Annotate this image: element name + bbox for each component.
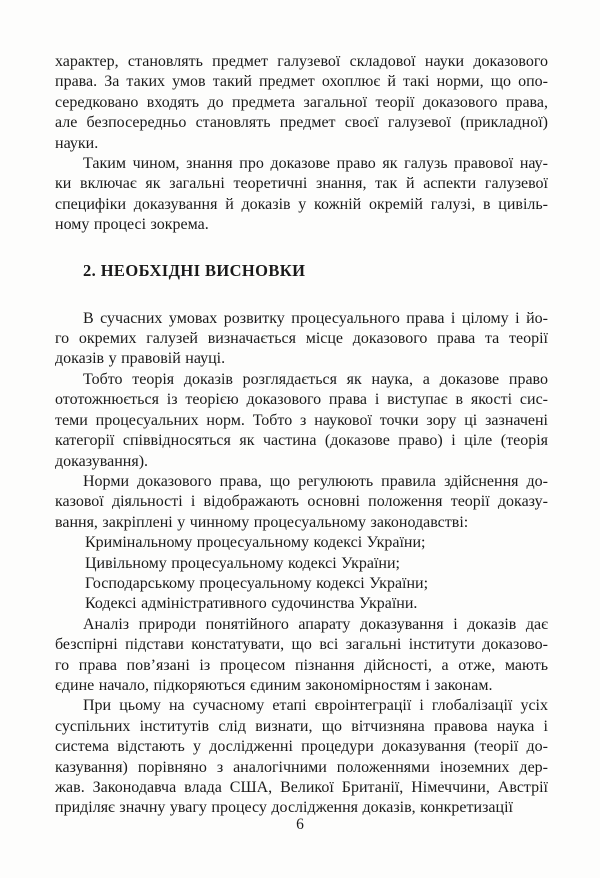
text-line: Таким чином, знання про доказове право як галузь правової нау-	[83, 155, 548, 173]
text-line: єдине начало, підкоряються єдиним закономірностям і законам.	[55, 676, 493, 694]
text-line: При цьому на сучасному етапі євроінтеграції і глобалізації усіх	[83, 697, 548, 715]
text-line: безспірні підстави констатувати, що всі загальні інститути доказово-	[55, 636, 548, 654]
text-line: Норми доказового права, що регулюють правила здійснення до-	[83, 472, 548, 490]
list-item: Цивільному процесуальному кодексі України;	[85, 554, 400, 572]
section-heading: 2. НЕОБХІДНІ ВИСНОВКИ	[83, 260, 306, 280]
text-line: приділяє значну увагу процесу дослідження доказів, конкретизації	[55, 799, 513, 817]
text-line: суспільних інститутів слід визнати, що вітчизняна правова наука і	[55, 717, 548, 735]
text-line: В сучасних умовах розвитку процесуального права і цілому і йо-	[83, 309, 548, 327]
text-line: ному процесі зокрема.	[55, 216, 209, 234]
text-line: казової діяльності і відображають основні положення теорії доказу-	[55, 493, 548, 511]
text-line: але безпосередньо становлять предмет своєї галузевої (прикладної)	[55, 114, 548, 132]
list-item: Кримінальному процесуальному кодексі України;	[85, 534, 426, 552]
paragraph	[55, 615, 548, 697]
paragraph	[55, 696, 548, 818]
text-line: система відстають у дослідженні процедури доказування (теорії до-	[55, 738, 548, 756]
paragraph	[55, 370, 548, 472]
list-item: Кодексі адміністративного судочинства України.	[85, 595, 418, 613]
text-line: доказування).	[55, 452, 149, 470]
text-line: вання, закріплені у чинному процесуальному законодавстві:	[55, 513, 469, 531]
text-line: теми процесуальних норм. Тобто з наукової точки зору ці зазначені	[55, 411, 548, 429]
paragraph	[55, 154, 548, 236]
text-line: характер, становлять предмет галузевої складової науки доказового	[55, 53, 548, 70]
text-line: Аналіз природи понятійного апарату доказування і доказів дає	[83, 615, 548, 633]
text-line: ототожнюється із теорією доказового права і виступає в якості сис-	[55, 391, 548, 409]
text-line: ки включає як загальні теоретичні знання, так й аспекти галузевої	[55, 175, 548, 193]
page-number: 6	[296, 816, 304, 833]
text-line: науки.	[55, 134, 99, 152]
list-item: Господарському процесуальному кодексі України;	[85, 574, 429, 592]
paragraph	[55, 472, 548, 533]
text-line: права. За таких умов такий предмет охоплює й такі норми, що опо-	[55, 73, 548, 91]
text-line: середковано входять до предмета загальної теорії доказового права,	[55, 93, 548, 111]
text-line: го окремих галузей визначається місце доказового права та теорії	[55, 330, 548, 348]
text-line: жав. Законодавча влада США, Великої Британії, Німеччини, Австрії	[55, 779, 548, 796]
text-line: специфіки доказування й доказів у кожній окремій галузі, в цивіль-	[55, 195, 548, 213]
text-line: категорії співвідносяться як частина (доказове право) і ціле (теорія	[55, 432, 548, 450]
paragraph	[55, 309, 548, 370]
text-line: го права пов’язані із процесом пізнання дійсності, а отже, мають	[55, 656, 548, 674]
text-line: доказів у правовій науці.	[55, 350, 226, 368]
text-line: казування) порівняно з аналогічними положеннями іноземних дер-	[55, 758, 548, 776]
page-content	[55, 52, 548, 819]
text-line: Тобто теорія доказів розглядається як наука, а доказове право	[83, 370, 548, 388]
paragraph	[55, 52, 548, 154]
